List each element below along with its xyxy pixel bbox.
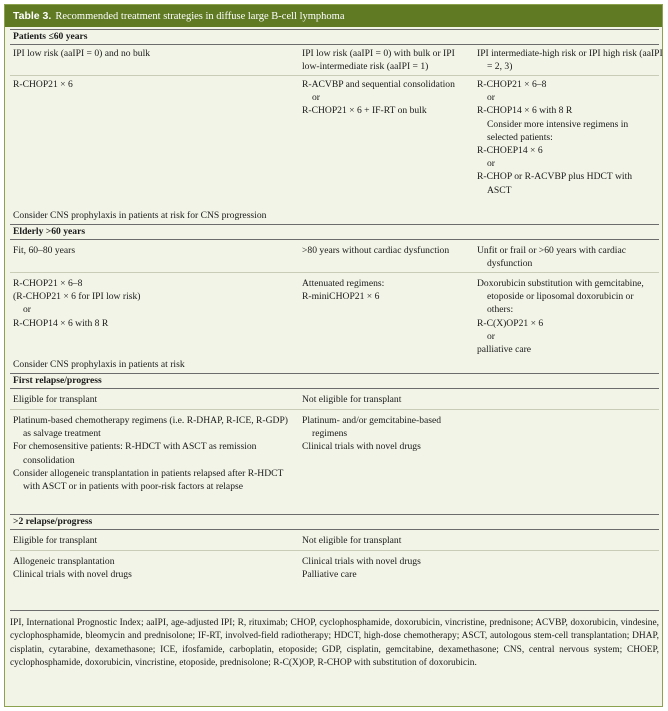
- table-title: Recommended treatment strategies in diffuse large B-cell lymphoma: [55, 11, 345, 22]
- cell-line: or: [487, 330, 495, 342]
- cell-line: Doxorubicin substitution with gemcitabine, etoposide or liposomal doxorubicin or others:: [477, 278, 644, 316]
- cell-line: Platinum- and/or gemcitabine-based regimens: [302, 415, 442, 440]
- table-cell: Eligible for transplant: [13, 394, 98, 405]
- table-cell: Not eligible for transplant: [302, 535, 402, 546]
- section-heading-second-relapse: >2 relapse/progress: [10, 514, 659, 530]
- cell-line: Platinum-based chemotherapy regimens (i.e. R-DHAP, R-ICE, R-GDP) as salvage treatment: [13, 415, 288, 440]
- table-cell: Eligible for transplant: [13, 535, 98, 546]
- cell-line: Clinical trials with novel drugs: [302, 556, 421, 567]
- table-cell: [477, 78, 657, 197]
- cell-line: Consider more intensive regimens in selected patients:: [487, 118, 629, 143]
- cell-line: Attenuated regimens:: [302, 278, 385, 289]
- table-row: [10, 76, 659, 208]
- cell-line: R-CHOP21 × 6–8: [13, 278, 83, 289]
- table-cell: Consider CNS prophylaxis in patients at risk: [13, 359, 185, 370]
- table-cell: [302, 414, 470, 454]
- table-row: [10, 240, 659, 273]
- table-row: [10, 530, 659, 551]
- cell-line: R-CHOP14 × 6 with 8 R: [477, 105, 573, 117]
- cell-line: R-CHOP21 × 6–8: [477, 79, 547, 90]
- cell-line: or: [487, 158, 495, 170]
- cell-line: R-C(X)OP21 × 6: [477, 317, 544, 329]
- table-cell: IPI intermediate-high risk or IPI high risk (aaIPI = 2, 3): [477, 48, 663, 73]
- cell-line: palliative care: [477, 344, 532, 356]
- table-cell: [477, 277, 657, 356]
- table-row: [10, 273, 659, 357]
- table-cell: [13, 555, 291, 581]
- table-row: [10, 410, 659, 514]
- table-cell: >80 years without cardiac dysfunction: [302, 245, 450, 256]
- cell-line: R-miniCHOP21 × 6: [302, 291, 380, 303]
- section-heading-under-60: Patients ≤60 years: [10, 29, 659, 45]
- table-cell: [302, 555, 470, 581]
- cell-line: R-CHOP21 × 6 + IF-RT on bulk: [302, 105, 427, 117]
- table-cell: Consider CNS prophylaxis in patients at risk for CNS progression: [13, 210, 267, 221]
- table-cell: [13, 414, 291, 493]
- cell-line: Allogeneic transplantation: [13, 556, 115, 567]
- table-cell: IPI low risk (aaIPI = 0) with bulk or IPI low-intermediate risk (aaIPI = 1): [302, 48, 455, 73]
- table-cell: [302, 277, 470, 303]
- table-cell: Not eligible for transplant: [302, 394, 402, 405]
- cell-line: or: [312, 92, 320, 104]
- cell-line: or: [23, 304, 31, 316]
- cell-line: R-CHOP or R-ACVBP plus HDCT with ASCT: [477, 171, 633, 196]
- table-cell: Unfit or frail or >60 years with cardiac dysfunction: [477, 245, 626, 270]
- cell-line: or: [487, 92, 495, 104]
- table-row: [10, 45, 663, 76]
- cell-line: Consider allogeneic transplantation in patients relapsed after R-HDCT with ASCT or in patients with poor-risk factors at relapse: [13, 467, 284, 493]
- cell-line: R-CHOP14 × 6 with 8 R: [13, 317, 109, 329]
- table-panel: [4, 4, 663, 707]
- section-heading-first-relapse: First relapse/progress: [10, 373, 659, 389]
- cell-line: R-CHOEP14 × 6: [477, 145, 543, 157]
- table-row: [10, 551, 659, 585]
- section-heading-elderly: Elderly >60 years: [10, 224, 659, 240]
- cell-line: Clinical trials with novel drugs: [13, 569, 132, 581]
- cell-line: For chemosensitive patients: R-HDCT with ASCT as remission consolidation: [13, 441, 257, 466]
- table-header: [5, 5, 662, 27]
- table-cell: [13, 277, 291, 330]
- table-cell: R-CHOP21 × 6: [13, 79, 73, 90]
- table-label: Table 3.: [13, 10, 52, 22]
- cell-line: (R-CHOP21 × 6 for IPI low risk): [13, 291, 141, 303]
- table-cell: IPI low risk (aaIPI = 0) and no bulk: [13, 48, 151, 59]
- table-row: [10, 357, 659, 373]
- table-footnote: IPI, International Prognostic Index; aaIPI, age-adjusted IPI; R, rituximab; CHOP, cyclophosphamide, doxorubicin, vincristine, prednisone; ACVBP, doxorubicin, vindesine, cyclophosphamide, bleomycin and prednisolone; IF-RT, involved-field radiotherapy; HDCT, high-dose chemotherapy; ASCT, autologous stem-cell transplantation; DHAP, cisplatin, cytarabine, dexamethasone; ICE, ifosfamide, carboplatin, etoposide; GDP, cisplatin, gemcitabine, dexamethasone; CNS, central nervous system; CHOEP, cyclophosphamide, doxorubicin, vincristine, etoposide, prednisolone; R-C(X)OP, R-CHOP with substitution of doxorubicin.: [10, 610, 659, 670]
- table-cell: [302, 78, 470, 118]
- table-body: [10, 29, 663, 585]
- cell-line: Clinical trials with novel drugs: [302, 441, 421, 453]
- table-cell: Fit, 60–80 years: [13, 245, 76, 256]
- cell-line: R-ACVBP and sequential consolidation: [302, 79, 455, 90]
- cell-line: Palliative care: [302, 569, 357, 581]
- table-row: [10, 208, 659, 224]
- table-row: [10, 389, 659, 410]
